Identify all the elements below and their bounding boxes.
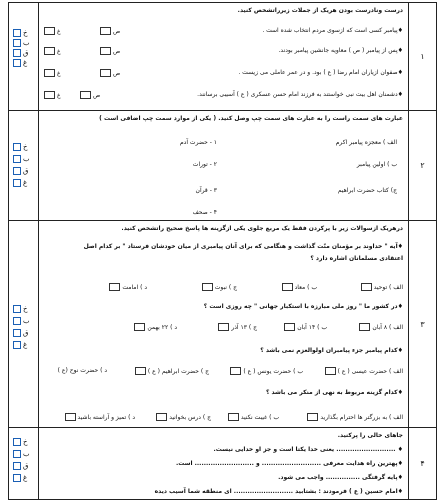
statement-2: ♦پس از پیامبر ( ص ) معاویه جانشین پیامبر بودند. (278, 47, 403, 54)
mcq-c-option-3[interactable] (135, 367, 146, 375)
question-instruction: عبارت های سمت راست را به عبارت های سمت چپ وصل کنید. ( یکی از موارد سمت چپ اضافی است ) (99, 115, 403, 122)
mcq-a-stem: ♦آیه " خداوند بر مؤمنان منّت گذاشت و هنگامی که برای آنان پیامبری از میان خودشان فرستاد " بر کدام اصل (83, 243, 403, 250)
mcq-a-option-1[interactable] (361, 283, 372, 291)
mcq-b-stem: ♦در کشور ما " روز ملی مبارزه با استکبار جهانی " چه روزی است ؟ (203, 303, 403, 310)
grade-checkbox[interactable] (13, 438, 21, 446)
match-left-4: ۴ - صحف (192, 209, 217, 216)
grade-checkbox[interactable] (13, 341, 21, 349)
grade-checkbox[interactable] (13, 59, 21, 67)
true-box[interactable] (100, 27, 111, 35)
mcq-d-option-2[interactable] (228, 413, 239, 421)
match-right-2: ب ) اولین پیامبر (356, 161, 397, 168)
fill-blank-1: ♦ .......................... یعنی خدا یکتا است و جز او خدایی نیست. (213, 446, 403, 453)
match-left-3: ۳ - قرآن (195, 187, 217, 194)
grade-checkbox[interactable] (13, 155, 21, 163)
statement-1: ♦پیامبر کسی است که ازسوی مردم انتخاب شده است . (262, 27, 403, 34)
mcq-a-option-3[interactable] (202, 283, 213, 291)
mcq-d-option-1[interactable] (307, 413, 318, 421)
grade-column: خ ب ق غ (9, 111, 39, 220)
grade-checkbox[interactable] (13, 462, 21, 470)
grade-column: خ ب ق غ (9, 221, 39, 427)
grade-checkbox[interactable] (13, 317, 21, 325)
question-instruction: درهریک ازسوالات زیر با پرکردن فقط یک مربع جلوی یکی ازگزینه ها پاسخ صحیح راتشخص کنید. (121, 225, 403, 232)
false-box[interactable] (44, 91, 55, 99)
mcq-a-stem-2: اعتقادی مسلمانان اشاره دارد ؟ (310, 255, 403, 262)
fill-blank-3: ♦پایه گرفتگی ............... واجب می شود. (278, 474, 403, 481)
question-number: ۴ (408, 428, 436, 499)
match-left-1: ۱ - حضرت آدم (179, 139, 217, 146)
question-number: ۳ (408, 221, 436, 427)
grade-column: خ ب ق غ (9, 428, 39, 499)
grade-checkbox[interactable] (13, 305, 21, 313)
question-row-3: خ ب ق غ درهریک ازسوالات زیر با پرکردن فقط یک مربع جلوی یکی ازگزینه ها پاسخ صحیح راتشخص کنید. ♦آیه " خداوند بر مؤمنان منّت گذاشت و هنگامی که برای آنان پیامبری از میان خودشان فرستاد " بر کدام اصل اعتقادی مسلمانان اشاره دارد ؟ الف ) توحید ب ) معاد ج ) نبوت د ) امامت ♦در کشور ما " روز ملی مبارزه با استکبار جهانی " چه روزی است ؟ الف ) ۸ آبان ب ) ۱۴ آبان ج ) ۱۳ آذر د ) ۲۲ بهمن ♦کدام پیامبر جزء پیامبران اولوالعزم نمی باشد ؟ الف ) حضرت عیسی ( ع ) ب ) حضرت یونس ( ع ) ج ) حضرت ابراهیم ( ع ) د ) حضرت نوح (ع ) ♦کدام گزینه مربوط به نهی از منکر می باشد ؟ الف ) به بزرگتر ها احترام بگذارید ب ) غیبت نکنید ج ) درس بخوانید د ) تمیز و آراسته باشید ۳ (9, 221, 436, 428)
false-box[interactable] (44, 27, 55, 35)
exam-table (8, 2, 437, 500)
grade-column: خ ب ق غ (9, 3, 39, 110)
grade-checkbox[interactable] (13, 329, 21, 337)
statement-3: ♦صفوان ازیاران امام رضا ( ع ) بود. و در عمر عاملی می زیست . (238, 69, 403, 76)
mcq-b-option-4[interactable] (134, 323, 145, 331)
mcq-a-option-2[interactable] (282, 283, 293, 291)
false-box[interactable] (44, 47, 55, 55)
mcq-d-stem: ♦کدام گزینه مربوط به نهی از منکر می باشد ؟ (265, 389, 403, 396)
grade-checkbox[interactable] (13, 179, 21, 187)
fill-blank-2: ♦پهترین راه هدایت معرفی .......................... و .......................... است. (175, 460, 403, 467)
match-right-1: الف ) معجزه پیامبر اکرم (335, 139, 397, 146)
mcq-d-option-4[interactable] (65, 413, 76, 421)
grade-checkbox[interactable] (13, 39, 21, 47)
grade-checkbox[interactable] (13, 49, 21, 57)
mcq-c-option-1[interactable] (325, 367, 336, 375)
question-number: ۲ (408, 111, 436, 220)
question-number: ۱ (408, 3, 436, 110)
mcq-b-option-3[interactable] (218, 323, 229, 331)
true-box[interactable] (80, 91, 91, 99)
question-instruction: جاهای خالی را پرکنید. (337, 432, 403, 439)
mcq-a-option-4[interactable] (109, 283, 120, 291)
grade-checkbox[interactable] (13, 167, 21, 175)
true-box[interactable] (100, 47, 111, 55)
mcq-c-stem: ♦کدام پیامبر جزء پیامبران اولوالعزم نمی باشد ؟ (260, 347, 403, 354)
mcq-b-option-2[interactable] (284, 323, 295, 331)
statement-4: ♦دشمنان اهل بیت نبی خواستند به فرزند امام حسن عسکری ( ع ) آسیبی برسانند. (197, 91, 403, 98)
question-row-1: خ ب ق غ درست ونادرست بودن هریک از جملات زیرراتشخص کنید. ♦پیامبر کسی است که ازسوی مردم انتخاب شده است . ♦پس از پیامبر ( ص ) معاویه جانشین پیامبر بودند. ♦صفوان ازیاران امام رضا ( ع ) بود. و در عمر عاملی می زیست . ♦دشمنان اهل بیت نبی خواستند به فرزند امام حسن عسکری ( ع ) آسیبی برسانند. ص غ ص غ ص غ ص غ ۱ (9, 3, 436, 111)
mcq-b-option-1[interactable] (359, 323, 370, 331)
grade-checkbox[interactable] (13, 474, 21, 482)
fill-blank-4: ♦امام حسین ( ع ) فرمودند : بشتابید .......................... ای منطقه شما آسیب دیده (154, 488, 403, 495)
mcq-d-option-3[interactable] (156, 413, 167, 421)
false-box[interactable] (44, 69, 55, 77)
true-box[interactable] (100, 69, 111, 77)
match-left-2: ۲ - تورات (192, 161, 217, 168)
question-row-2 (9, 111, 436, 221)
grade-checkbox[interactable] (13, 29, 21, 37)
question-instruction: درست ونادرست بودن هریک از جملات زیرراتشخص کنید. (237, 7, 403, 14)
match-right-3: ج) کتاب حضرت ابراهیم (337, 187, 397, 194)
grade-checkbox[interactable] (13, 143, 21, 151)
mcq-c-option-2[interactable] (230, 367, 241, 375)
question-row-4 (9, 428, 436, 499)
grade-checkbox[interactable] (13, 450, 21, 458)
